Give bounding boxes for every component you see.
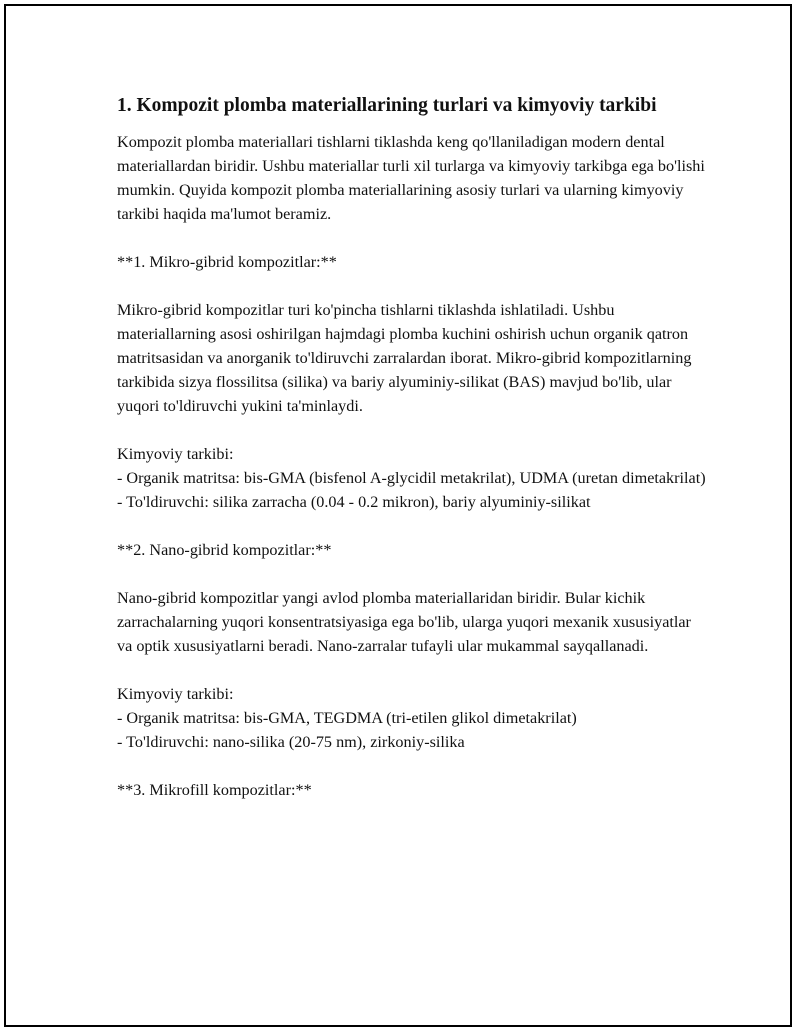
composition-item: - Organik matritsa: bis-GMA, TEGDMA (tri-etilen glikol dimetakrilat) <box>117 709 577 727</box>
section-title-mikro-gibrid: **1. Mikro-gibrid kompozitlar:** <box>117 253 337 271</box>
section-description-nano-gibrid: Nano-gibrid kompozitlar yangi avlod plomba materiallaridan biridir. Bular kichik zarrachalarning yuqori konsentratsiyasiga ega bo'lib, ularga yuqori mexanik xususiyatlar va optik xususiyatlarni beradi. Nano-zarralar tufayli ular mukammal sayqallanadi. <box>117 589 691 655</box>
section-title-mikrofill: **3. Mikrofill kompozitlar:** <box>117 781 312 799</box>
composition-label: Kimyoviy tarkibi: <box>117 445 234 463</box>
composition-block-mikro-gibrid <box>117 442 707 514</box>
composition-item: - Organik matritsa: bis-GMA (bisfenol A-glycidil metakrilat), UDMA (uretan dimetakrilat) <box>117 469 706 487</box>
composition-block-nano-gibrid <box>117 682 707 754</box>
composition-label: Kimyoviy tarkibi: <box>117 685 234 703</box>
section-title-nano-gibrid: **2. Nano-gibrid kompozitlar:** <box>117 541 332 559</box>
section-description-mikro-gibrid: Mikro-gibrid kompozitlar turi ko'pincha tishlarni tiklashda ishlatiladi. Ushbu materiallarning asosi oshirilgan hajmdagi plomba kuchini oshirish uchun organik qatron matritsasidan va anorganik to'ldiruvchi zarralardan iborat. Mikro-gibrid kompozitlarning tarkibida sizya flossilitsa (silika) va bariy alyuminiy-silikat (BAS) mavjud bo'lib, ular yuqori to'ldiruvchi yukini ta'minlaydi. <box>117 301 692 415</box>
composition-item: - To'ldiruvchi: nano-silika (20-75 nm), zirkoniy-silika <box>117 733 465 751</box>
intro-paragraph: Kompozit plomba materiallari tishlarni tiklashda keng qo'llaniladigan modern dental materiallardan biridir. Ushbu materiallar turli xil turlarga va kimyoviy tarkibga ega bo'lishi mumkin. Quyida kompozit plomba materiallarining asosiy turlari va ularning kimyoviy tarkibi haqida ma'lumot beramiz. <box>117 133 705 223</box>
document-body <box>117 92 707 826</box>
document-heading: 1. Kompozit plomba materiallarining turlari va kimyoviy tarkibi <box>117 95 657 116</box>
composition-item: - To'ldiruvchi: silika zarracha (0.04 - 0.2 mikron), bariy alyuminiy-silikat <box>117 493 591 511</box>
